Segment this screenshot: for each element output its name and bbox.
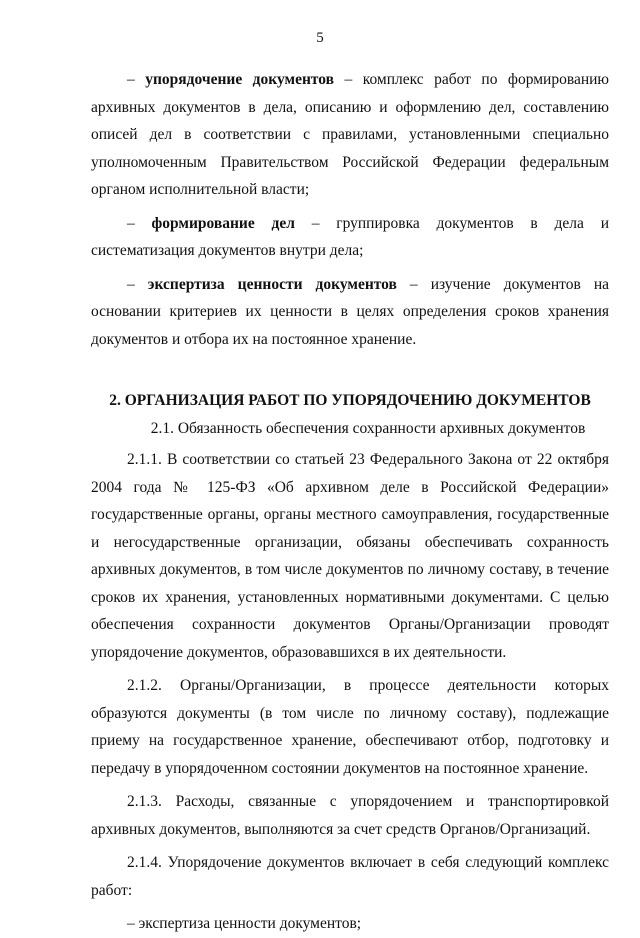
definition-paragraph: [91, 210, 609, 265]
subsection-title: 2.1. Обязанность обеспечения сохранности архивных документов: [150, 419, 586, 437]
definition-paragraph: [91, 271, 609, 354]
page-content: [91, 66, 609, 938]
definition-dash: –: [127, 214, 135, 232]
definition-text: – изучение документов на основании критериев их ценности в целях определения сроков хранения документов и отбора их на постоянное хранение.: [91, 275, 610, 348]
body-paragraph: 2.1.1. В соответствии со статьей 23 Федерального Закона от 22 октября 2004 года № 125-ФЗ «Об архивном деле в Российской Федерации» государственные органы, органы местного самоуправления, государственные и негосударственные организации, обязаны обеспечивать сохранность архивных документов, в том числе документов по личному составу, в течение сроков их хранения, установленных нормативными документами. С целью обеспечения сохранности документов Органы/Организации проводят упорядочение документов, образовавшихся в их деятельности.: [91, 451, 609, 661]
section-heading: 2. ОРГАНИЗАЦИЯ РАБОТ ПО УПОРЯДОЧЕНИЮ ДОКУМЕНТОВ: [109, 392, 591, 409]
definition-text: – комплекс работ по формированию архивных документов в дела, описанию и оформлению дел, составлению описей дел в соответствии с правилами, установленными специально уполномоченным Правительством Российской Федерации федеральным органом исполнительной власти;: [91, 71, 609, 198]
body-paragraph: 2.1.4. Упорядочение документов включает в себя следующий комплекс работ:: [91, 854, 609, 899]
definition-paragraph: [91, 66, 609, 204]
definition-dash: –: [127, 275, 135, 293]
body-paragraph: 2.1.3. Расходы, связанные с упорядочением и транспортировкой архивных документов, выполняются за счет средств Органов/Организаций.: [91, 793, 609, 838]
definition-term: упорядочение документов: [145, 71, 335, 88]
definition-term: экспертиза ценности документов: [147, 275, 397, 293]
list-item: – экспертиза ценности документов;: [127, 915, 362, 932]
page-number: 5: [316, 30, 324, 46]
definition-dash: –: [127, 71, 135, 88]
body-paragraph: 2.1.2. Органы/Организации, в процессе деятельности которых образуются документы (в том числе по личному составу), подлежащие приему на государственное хранение, обеспечивают отбор, подготовку и передачу в упорядоченном состоянии документов на постоянное хранение.: [91, 677, 609, 777]
definition-term: формирование дел: [151, 214, 295, 232]
definition-text: – группировка документов в дела и систематизация документов внутри дела;: [91, 214, 609, 259]
